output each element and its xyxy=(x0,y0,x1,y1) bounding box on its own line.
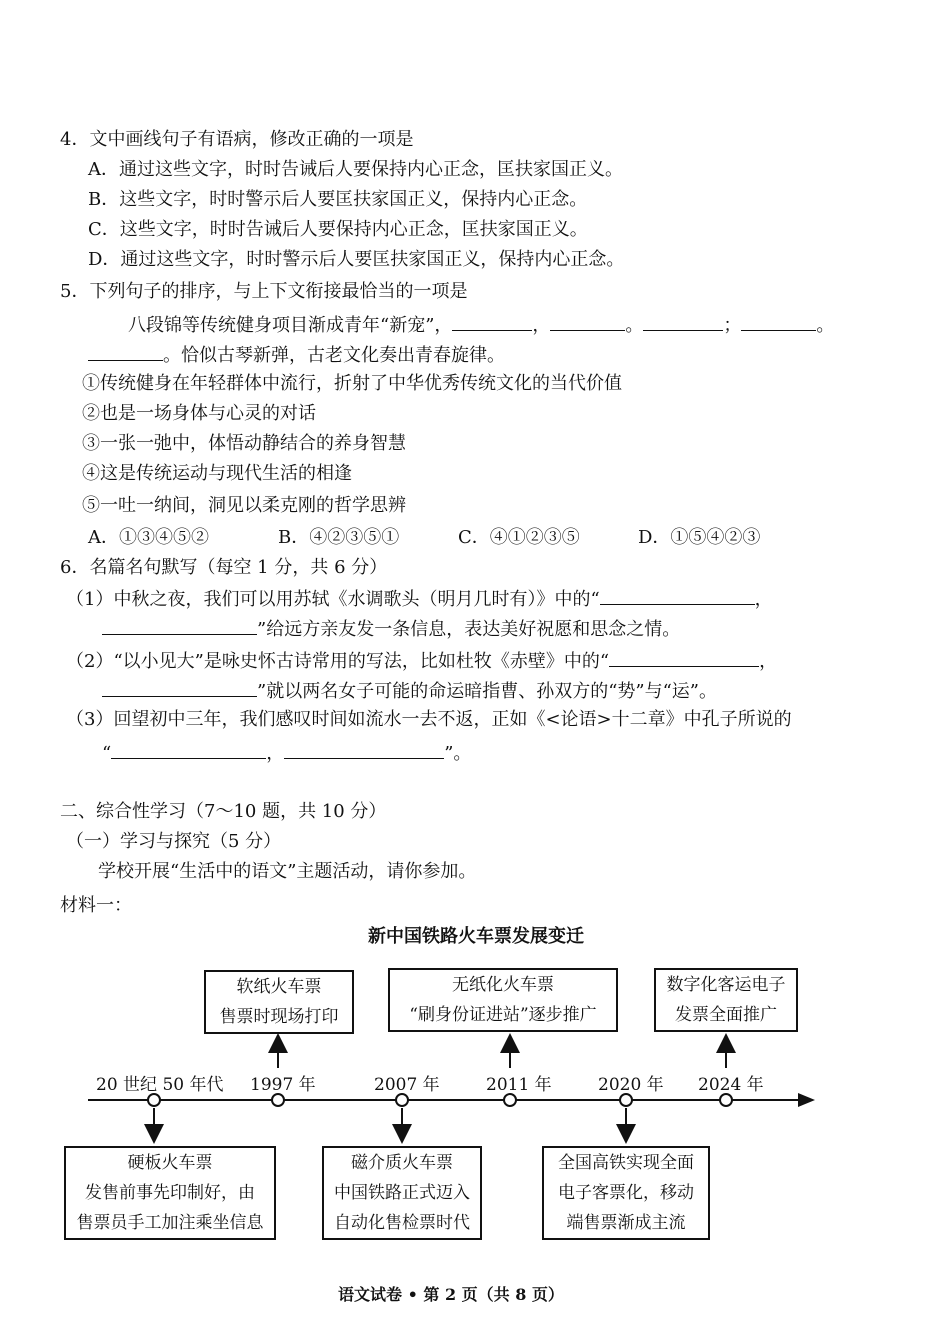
timeline-title: 新中国铁路火车票发展变迁 xyxy=(368,926,584,947)
q5-sentence-5: ⑤一吐一纳间，洞见以柔克刚的哲学思辨 xyxy=(82,495,406,516)
node-2020 xyxy=(620,1094,632,1106)
timeline-box-1997 xyxy=(204,970,354,1034)
year-label-1997: 1997 年 xyxy=(250,1075,316,1095)
section2-intro: 学校开展“生活中的语文”主题活动，请你参加。 xyxy=(98,861,477,882)
q6-part3-line1: （3）回望初中三年，我们感叹时间如流水一去不返，正如《<论语>十二章》中孔子所说的 xyxy=(66,709,792,730)
q5-option-d: D．①⑤④②③ xyxy=(638,527,761,548)
q4-option-a: A．通过这些文字，时时告诫后人要保持内心正念，匡扶家国正义。 xyxy=(88,159,623,180)
q6-part2-tail: ”就以两名女子可能的命运暗指曹、孙双方的“势”与“运”。 xyxy=(257,681,718,702)
q5-option-c: C．④①②③⑤ xyxy=(458,527,580,548)
year-label-1950s: 20 世纪 50 年代 xyxy=(96,1075,224,1095)
box-line: 售票时现场打印 xyxy=(219,1007,339,1027)
node-1997 xyxy=(272,1094,284,1106)
q6-stem: 6．名篇名句默写（每空 1 分，共 6 分） xyxy=(60,557,388,578)
timeline-box-2020 xyxy=(542,1146,710,1240)
page-footer: 语文试卷 • 第 2 页（共 8 页） xyxy=(338,1285,564,1304)
box-line: 发售前事先印制好，由 xyxy=(85,1183,255,1203)
open-quote: “ xyxy=(102,743,112,764)
box-line: 硬板火车票 xyxy=(127,1153,213,1173)
q5-passage-start: 八段锦等传统健身项目渐成青年“新宠”， xyxy=(128,315,453,336)
q5-passage-line1: 八段锦等传统健身项目渐成青年“新宠”， ， 。 ； 。 xyxy=(128,312,834,338)
q6-part3-line2: “ ， ”。 xyxy=(102,740,471,766)
year-label-2011: 2011 年 xyxy=(486,1075,552,1095)
q6-part1-text: （1）中秋之夜，我们可以用苏轼《水调歌头（明月几时有）》中的“ xyxy=(66,589,600,610)
q5-sentence-2: ②也是一场身体与心灵的对话 xyxy=(82,403,316,424)
box-line: 无纸化火车票 xyxy=(452,975,554,995)
q6-part1-line1: （1）中秋之夜，我们可以用苏轼《水调歌头（明月几时有）》中的“ ， xyxy=(66,586,773,612)
timeline-box-2024 xyxy=(654,968,798,1032)
box-line: 发票全面推广 xyxy=(675,1005,777,1025)
q4-option-b: B．这些文字，时时警示后人要匡扶家国正义，保持内心正念。 xyxy=(88,189,588,210)
q6-part2-line1: （2）“以小见大”是咏史怀古诗常用的写法，比如杜牧《赤壁》中的“ ， xyxy=(66,648,777,674)
q5-sentence-1: ①传统健身在年轻群体中流行，折射了中华优秀传统文化的当代价值 xyxy=(82,373,622,394)
node-2007 xyxy=(396,1094,408,1106)
box-line: 软纸火车票 xyxy=(236,977,322,997)
timeline-box-2007 xyxy=(322,1146,482,1240)
q4-stem: 4．文中画线句子有语病，修改正确的一项是 xyxy=(60,129,414,150)
box-line: 数字化客运电子 xyxy=(666,975,786,995)
box-line: 全国高铁实现全面 xyxy=(558,1153,694,1173)
node-1950s xyxy=(148,1094,160,1106)
year-label-2020: 2020 年 xyxy=(598,1075,664,1095)
q5-passage-end: 。恰似古琴新弹，古老文化奏出青春旋律。 xyxy=(163,345,505,366)
timeline-box-1950s xyxy=(64,1146,276,1240)
year-label-2024: 2024 年 xyxy=(698,1075,764,1095)
year-label-2007: 2007 年 xyxy=(374,1075,440,1095)
box-line: 中国铁路正式迈入 xyxy=(334,1183,470,1203)
q5-sentence-3: ③一张一弛中，体悟动静结合的养身智慧 xyxy=(82,433,406,454)
q4-option-d: D．通过这些文字，时时警示后人要匡扶家国正义，保持内心正念。 xyxy=(88,249,625,270)
close-quote: ”。 xyxy=(444,743,472,764)
q5-stem: 5．下列句子的排序，与上下文衔接最恰当的一项是 xyxy=(60,281,468,302)
node-2024 xyxy=(720,1094,732,1106)
q5-sentence-4: ④这是传统运动与现代生活的相逢 xyxy=(82,463,352,484)
section2-subheading: （一）学习与探究（5 分） xyxy=(66,831,282,852)
q6-part1-tail: ”给远方亲友发一条信息，表达美好祝愿和思念之情。 xyxy=(257,619,681,640)
node-2011 xyxy=(504,1094,516,1106)
box-line: “刷身份证进站”逐步推广 xyxy=(409,1005,597,1025)
material-label: 材料一： xyxy=(60,895,132,916)
timeline-axis-arrowhead xyxy=(798,1093,815,1107)
timeline-box-2011 xyxy=(388,968,618,1032)
box-line: 端售票渐成主流 xyxy=(566,1213,686,1233)
section2-heading: 二、综合性学习（7～10 题，共 10 分） xyxy=(60,801,387,822)
q4-option-c: C．这些文字，时时告诫后人要保持内心正念，匡扶家国正义。 xyxy=(88,219,588,240)
q5-option-a: A．①③④⑤② xyxy=(88,527,209,548)
q5-option-b: B．④②③⑤① xyxy=(278,527,400,548)
box-line: 磁介质火车票 xyxy=(351,1153,453,1173)
box-line: 电子客票化，移动 xyxy=(558,1183,694,1203)
box-line: 自动化售检票时代 xyxy=(334,1213,470,1233)
q6-part2-text: （2）“以小见大”是咏史怀古诗常用的写法，比如杜牧《赤壁》中的“ xyxy=(66,651,610,672)
box-line: 售票员手工加注乘坐信息 xyxy=(76,1213,264,1233)
